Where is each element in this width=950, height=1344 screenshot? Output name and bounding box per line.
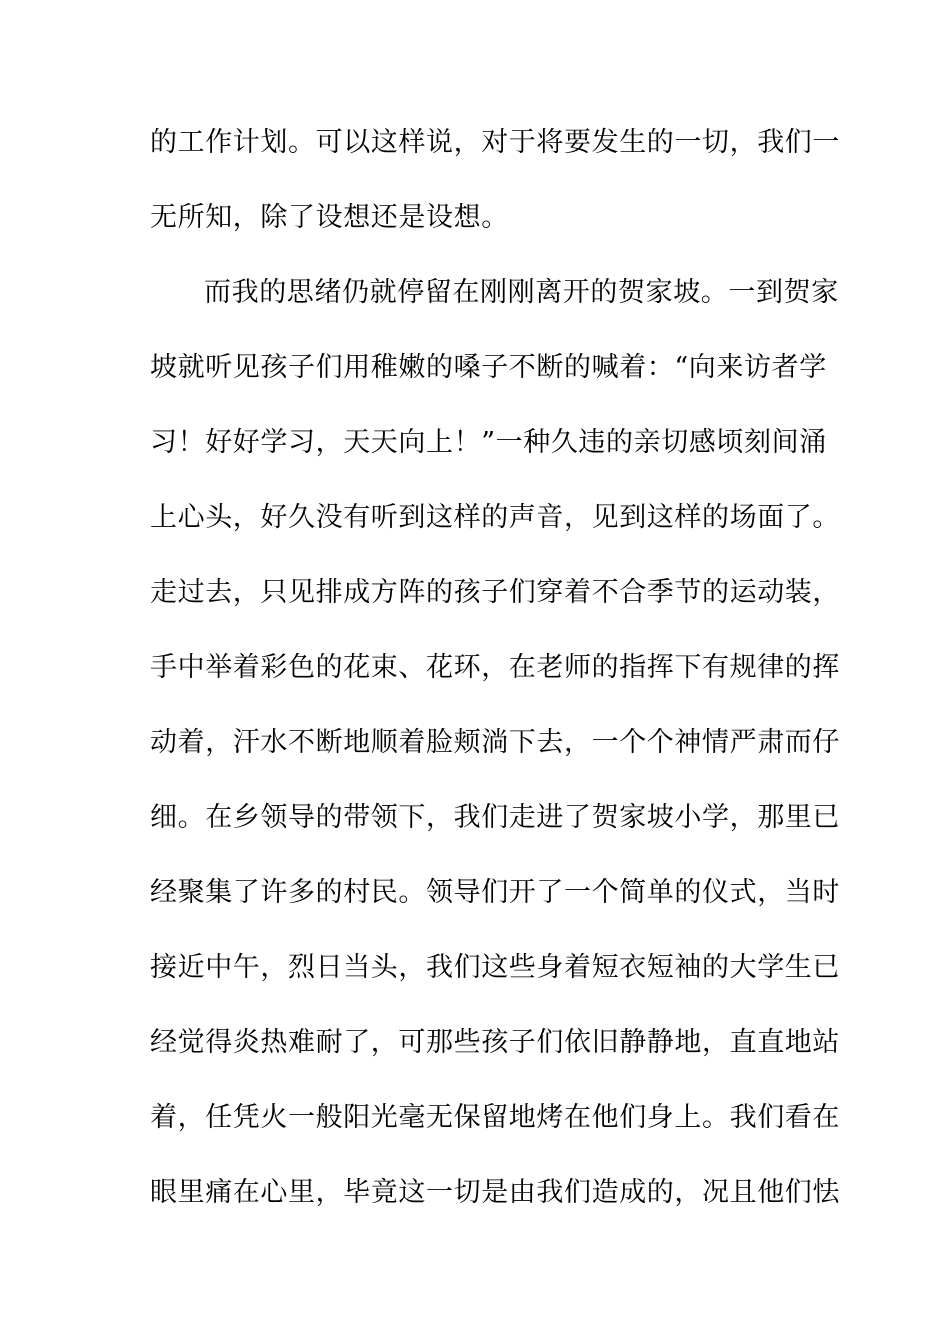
text-line: 坡就听见孩子们用稚嫩的嗓子不断的喊着：“向来访者学	[150, 352, 827, 383]
text-line: 着，任凭火一般阳光毫无保留地烤在他们身上。我们看在	[150, 1102, 840, 1133]
text-line: 无所知，除了设想还是设想。	[150, 202, 509, 233]
text-line: 上心头，好久没有听到这样的声音，见到这样的场面了。	[150, 502, 840, 533]
paragraph-first-line: 而我的思绪仍就停留在刚刚离开的贺家坡。一到贺家	[204, 277, 839, 308]
text-line: 动着，汗水不断地顺着脸颊淌下去，一个个神情严肃而仔	[150, 727, 840, 758]
text-line: 走过去，只见排成方阵的孩子们穿着不合季节的运动装，	[150, 577, 840, 608]
text-line: 眼里痛在心里，毕竟这一切是由我们造成的，况且他们怯	[150, 1177, 840, 1208]
text-line: 的工作计划。可以这样说，对于将要发生的一切，我们一	[150, 127, 840, 158]
text-line: 接近中午，烈日当头，我们这些身着短衣短袖的大学生已	[150, 952, 840, 983]
body-text	[150, 115, 840, 1240]
text-line: 细。在乡领导的带领下，我们走进了贺家坡小学，那里已	[150, 802, 840, 833]
text-line: 经觉得炎热难耐了，可那些孩子们依旧静静地，直直地站	[150, 1027, 840, 1058]
text-line: 经聚集了许多的村民。领导们开了一个简单的仪式，当时	[150, 877, 840, 908]
text-line: 习！好好学习，天天向上！”一种久违的亲切感顷刻间涌	[150, 427, 827, 458]
text-line: 手中举着彩色的花束、花环，在老师的指挥下有规律的挥	[150, 652, 840, 683]
